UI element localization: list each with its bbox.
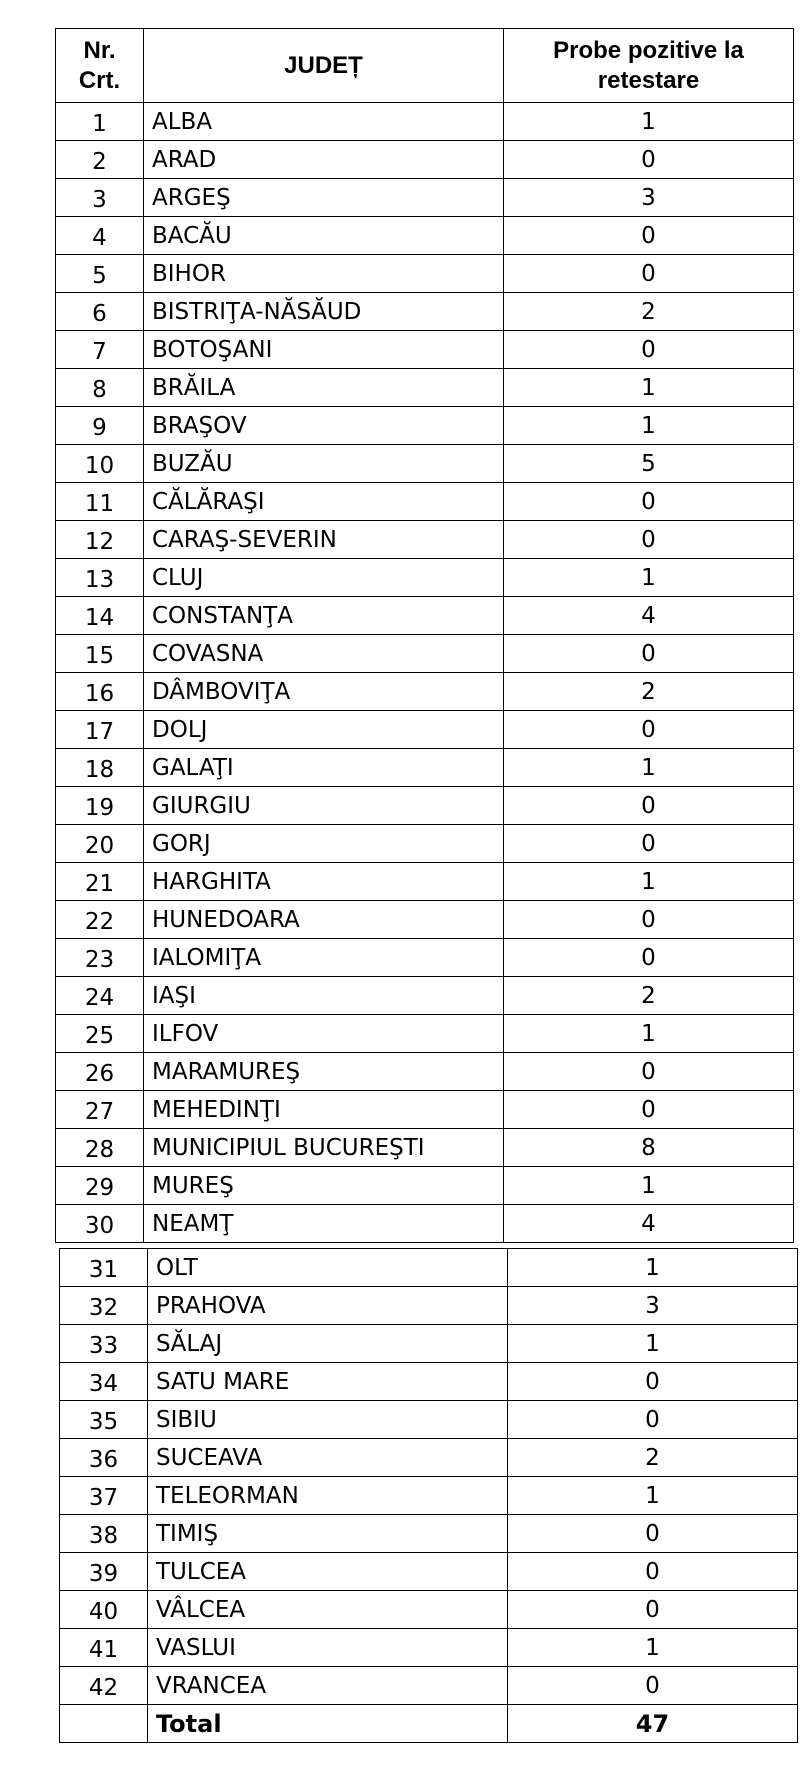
positive-retest-cell: 1 — [504, 1167, 794, 1205]
county-name-cell: NEAMŢ — [144, 1205, 504, 1243]
row-number-cell: 7 — [56, 331, 144, 369]
table-row — [56, 217, 794, 255]
positive-retest-cell: 0 — [504, 141, 794, 179]
table-row — [60, 1439, 798, 1477]
positive-retest-cell: 0 — [504, 521, 794, 559]
county-name-cell: HARGHITA — [144, 863, 504, 901]
total-empty-cell — [60, 1705, 148, 1743]
positive-retest-cell: 1 — [508, 1325, 798, 1363]
county-name-cell: BIHOR — [144, 255, 504, 293]
row-number-cell: 36 — [60, 1439, 148, 1477]
county-name-cell: TULCEA — [148, 1553, 508, 1591]
total-label: Total — [148, 1705, 508, 1743]
table-row — [56, 331, 794, 369]
county-name-cell: CONSTANŢA — [144, 597, 504, 635]
table-row — [56, 635, 794, 673]
county-name-cell: SĂLAJ — [148, 1325, 508, 1363]
row-number-cell: 34 — [60, 1363, 148, 1401]
table-row — [56, 179, 794, 217]
row-number-cell: 25 — [56, 1015, 144, 1053]
county-name-cell: ALBA — [144, 103, 504, 141]
row-number-cell: 28 — [56, 1129, 144, 1167]
county-name-cell: BRĂILA — [144, 369, 504, 407]
county-name-cell: BOTOŞANI — [144, 331, 504, 369]
row-number-cell: 41 — [60, 1629, 148, 1667]
table-row — [56, 255, 794, 293]
row-number-cell: 8 — [56, 369, 144, 407]
county-name-cell: CARAŞ-SEVERIN — [144, 521, 504, 559]
positive-retest-cell: 0 — [504, 939, 794, 977]
county-name-cell: MUNICIPIUL BUCUREŞTI — [144, 1129, 504, 1167]
positive-retest-cell: 1 — [504, 749, 794, 787]
row-number-cell: 3 — [56, 179, 144, 217]
row-number-cell: 30 — [56, 1205, 144, 1243]
row-number-cell: 1 — [56, 103, 144, 141]
positive-retest-cell: 0 — [504, 901, 794, 939]
table-row — [56, 901, 794, 939]
row-number-cell: 21 — [56, 863, 144, 901]
table-row — [56, 863, 794, 901]
county-name-cell: SATU MARE — [148, 1363, 508, 1401]
positive-retest-cell: 1 — [508, 1629, 798, 1667]
positive-retest-cell: 4 — [504, 1205, 794, 1243]
positive-retest-cell: 1 — [504, 1015, 794, 1053]
county-name-cell: GORJ — [144, 825, 504, 863]
positive-retest-cell: 0 — [504, 635, 794, 673]
county-name-cell: ARAD — [144, 141, 504, 179]
positive-retest-cell: 3 — [508, 1287, 798, 1325]
row-number-cell: 24 — [56, 977, 144, 1015]
table-row — [60, 1515, 798, 1553]
row-number-cell: 20 — [56, 825, 144, 863]
positive-retest-cell: 0 — [504, 483, 794, 521]
positive-retest-cell: 2 — [504, 673, 794, 711]
county-name-cell: BACĂU — [144, 217, 504, 255]
table-row — [60, 1591, 798, 1629]
header-judet: JUDEȚ — [144, 29, 504, 103]
county-name-cell: DOLJ — [144, 711, 504, 749]
county-name-cell: MUREŞ — [144, 1167, 504, 1205]
county-name-cell: IALOMIŢA — [144, 939, 504, 977]
positive-retest-cell: 0 — [504, 787, 794, 825]
positive-retest-cell: 1 — [504, 559, 794, 597]
positive-retest-cell: 0 — [508, 1553, 798, 1591]
table-row — [56, 445, 794, 483]
positive-retest-cell: 1 — [504, 103, 794, 141]
county-name-cell: CĂLĂRAŞI — [144, 483, 504, 521]
positive-retest-cell: 0 — [508, 1401, 798, 1439]
county-name-cell: COVASNA — [144, 635, 504, 673]
table-row — [56, 939, 794, 977]
table-body-part-2 — [60, 1249, 798, 1743]
positive-retest-cell: 0 — [508, 1515, 798, 1553]
table-row — [56, 977, 794, 1015]
county-name-cell: MARAMUREŞ — [144, 1053, 504, 1091]
row-number-cell: 10 — [56, 445, 144, 483]
table-header-row — [56, 29, 794, 103]
county-name-cell: SUCEAVA — [148, 1439, 508, 1477]
table-row — [56, 141, 794, 179]
county-name-cell: CLUJ — [144, 559, 504, 597]
positive-retest-cell: 0 — [508, 1667, 798, 1705]
header-probe: Probe pozitive la retestare — [504, 29, 794, 103]
county-name-cell: VASLUI — [148, 1629, 508, 1667]
county-table-part-2 — [59, 1248, 798, 1743]
positive-retest-cell: 0 — [508, 1591, 798, 1629]
positive-retest-cell: 2 — [504, 293, 794, 331]
county-name-cell: ILFOV — [144, 1015, 504, 1053]
table-row — [56, 1053, 794, 1091]
county-name-cell: IAŞI — [144, 977, 504, 1015]
row-number-cell: 37 — [60, 1477, 148, 1515]
table-row — [56, 825, 794, 863]
row-number-cell: 11 — [56, 483, 144, 521]
county-name-cell: VÂLCEA — [148, 1591, 508, 1629]
total-row — [60, 1705, 798, 1743]
table-row — [56, 103, 794, 141]
row-number-cell: 27 — [56, 1091, 144, 1129]
positive-retest-cell: 2 — [508, 1439, 798, 1477]
table-row — [56, 293, 794, 331]
positive-retest-cell: 8 — [504, 1129, 794, 1167]
positive-retest-cell: 1 — [508, 1477, 798, 1515]
county-name-cell: GIURGIU — [144, 787, 504, 825]
table-row — [56, 597, 794, 635]
table-row — [60, 1287, 798, 1325]
positive-retest-cell: 0 — [504, 711, 794, 749]
table-row — [56, 787, 794, 825]
positive-retest-cell: 2 — [504, 977, 794, 1015]
row-number-cell: 39 — [60, 1553, 148, 1591]
header-nr: Nr. Crt. — [56, 29, 144, 103]
row-number-cell: 38 — [60, 1515, 148, 1553]
positive-retest-cell: 3 — [504, 179, 794, 217]
row-number-cell: 31 — [60, 1249, 148, 1287]
row-number-cell: 33 — [60, 1325, 148, 1363]
county-name-cell: BRAŞOV — [144, 407, 504, 445]
positive-retest-cell: 4 — [504, 597, 794, 635]
table-row — [60, 1363, 798, 1401]
row-number-cell: 32 — [60, 1287, 148, 1325]
table-row — [56, 1205, 794, 1243]
row-number-cell: 23 — [56, 939, 144, 977]
positive-retest-cell: 1 — [504, 863, 794, 901]
row-number-cell: 6 — [56, 293, 144, 331]
county-name-cell: MEHEDINŢI — [144, 1091, 504, 1129]
county-name-cell: TELEORMAN — [148, 1477, 508, 1515]
county-name-cell: PRAHOVA — [148, 1287, 508, 1325]
table-row — [56, 1167, 794, 1205]
row-number-cell: 16 — [56, 673, 144, 711]
row-number-cell: 22 — [56, 901, 144, 939]
table-body-part-1 — [56, 103, 794, 1243]
table-row — [56, 369, 794, 407]
table-row — [56, 673, 794, 711]
table-row — [56, 521, 794, 559]
table-row — [60, 1249, 798, 1287]
row-number-cell: 26 — [56, 1053, 144, 1091]
table-row — [60, 1325, 798, 1363]
row-number-cell: 29 — [56, 1167, 144, 1205]
table-row — [60, 1477, 798, 1515]
total-value: 47 — [508, 1705, 798, 1743]
table-row — [56, 749, 794, 787]
table-row — [56, 1091, 794, 1129]
county-name-cell: BUZĂU — [144, 445, 504, 483]
row-number-cell: 40 — [60, 1591, 148, 1629]
county-name-cell: HUNEDOARA — [144, 901, 504, 939]
county-name-cell: TIMIŞ — [148, 1515, 508, 1553]
positive-retest-cell: 0 — [504, 331, 794, 369]
table-row — [60, 1667, 798, 1705]
positive-retest-cell: 1 — [508, 1249, 798, 1287]
table-row — [60, 1629, 798, 1667]
county-name-cell: BISTRIŢA-NĂSĂUD — [144, 293, 504, 331]
row-number-cell: 15 — [56, 635, 144, 673]
county-name-cell: ARGEŞ — [144, 179, 504, 217]
table-row — [56, 559, 794, 597]
table-row — [56, 1015, 794, 1053]
row-number-cell: 9 — [56, 407, 144, 445]
row-number-cell: 42 — [60, 1667, 148, 1705]
row-number-cell: 13 — [56, 559, 144, 597]
table-row — [56, 407, 794, 445]
positive-retest-cell: 1 — [504, 407, 794, 445]
county-name-cell: DÂMBOVIŢA — [144, 673, 504, 711]
positive-retest-cell: 0 — [504, 1091, 794, 1129]
row-number-cell: 4 — [56, 217, 144, 255]
county-table-part-1 — [55, 28, 794, 1243]
row-number-cell: 19 — [56, 787, 144, 825]
row-number-cell: 12 — [56, 521, 144, 559]
positive-retest-cell: 0 — [504, 1053, 794, 1091]
county-name-cell: OLT — [148, 1249, 508, 1287]
county-name-cell: VRANCEA — [148, 1667, 508, 1705]
positive-retest-cell: 1 — [504, 369, 794, 407]
positive-retest-cell: 0 — [504, 825, 794, 863]
positive-retest-cell: 0 — [508, 1363, 798, 1401]
table-row — [60, 1553, 798, 1591]
row-number-cell: 14 — [56, 597, 144, 635]
positive-retest-cell: 0 — [504, 217, 794, 255]
row-number-cell: 35 — [60, 1401, 148, 1439]
table-row — [56, 1129, 794, 1167]
county-name-cell: SIBIU — [148, 1401, 508, 1439]
table-row — [56, 711, 794, 749]
row-number-cell: 2 — [56, 141, 144, 179]
table-row — [60, 1401, 798, 1439]
table-row — [56, 483, 794, 521]
positive-retest-cell: 0 — [504, 255, 794, 293]
row-number-cell: 17 — [56, 711, 144, 749]
positive-retest-cell: 5 — [504, 445, 794, 483]
county-name-cell: GALAŢI — [144, 749, 504, 787]
row-number-cell: 18 — [56, 749, 144, 787]
row-number-cell: 5 — [56, 255, 144, 293]
